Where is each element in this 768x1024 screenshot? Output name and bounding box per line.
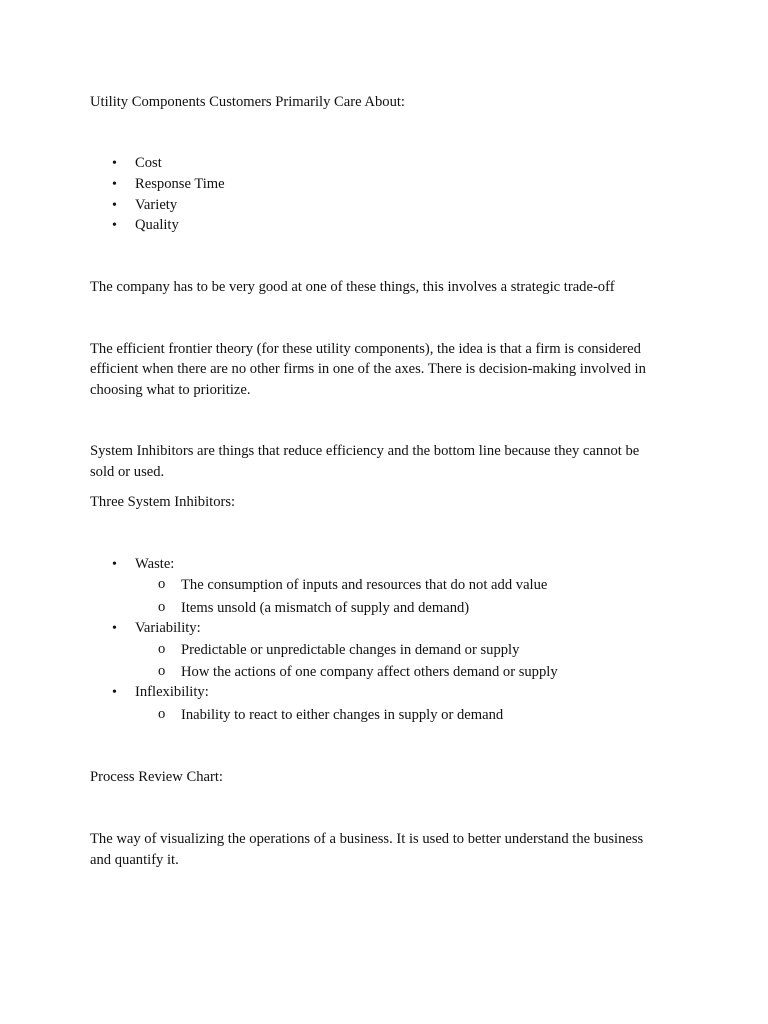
sub-bullet-icon: o <box>158 576 166 592</box>
process-review-line: and quantify it. <box>90 852 179 868</box>
inhibitor-label: Variability: <box>135 620 201 636</box>
efficient-frontier-line: The efficient frontier theory (for these utility components), the idea is that a firm is considered <box>90 341 641 357</box>
inhibitor-label: Waste: <box>135 556 175 572</box>
list-item-label: Quality <box>135 217 179 233</box>
bullet-icon: • <box>112 156 117 171</box>
sub-bullet-icon: o <box>158 663 166 679</box>
list-item-label: Variety <box>135 197 178 213</box>
inhibitors-definition-line: System Inhibitors are things that reduce efficiency and the bottom line because they cannot be <box>90 443 640 459</box>
sub-bullet-icon: o <box>158 641 166 657</box>
process-review-line: The way of visualizing the operations of a business. It is used to better understand the business <box>90 831 644 847</box>
efficient-frontier-line: efficient when there are no other firms in one of the axes. There is decision-making involved in <box>90 361 646 377</box>
sub-list-item-label: The consumption of inputs and resources that do not add value <box>181 577 548 593</box>
inhibitor-label: Inflexibility: <box>135 684 209 700</box>
sub-list-item-label: Items unsold (a mismatch of supply and demand) <box>181 600 470 616</box>
sub-list-item-label: Inability to react to either changes in supply or demand <box>181 707 504 723</box>
list-item-label: Response Time <box>135 176 225 192</box>
utility-heading: Utility Components Customers Primarily Care About: <box>90 94 405 110</box>
sub-bullet-icon: o <box>158 706 166 722</box>
sub-list-item-label: How the actions of one company affect others demand or supply <box>181 664 558 680</box>
efficient-frontier-line: choosing what to prioritize. <box>90 382 251 398</box>
bullet-icon: • <box>112 177 117 192</box>
bullet-icon: • <box>112 685 117 700</box>
three-inhibitors-heading: Three System Inhibitors: <box>90 494 236 510</box>
list-item-label: Cost <box>135 155 162 171</box>
sub-bullet-icon: o <box>158 599 166 615</box>
sub-list-item-label: Predictable or unpredictable changes in demand or supply <box>181 642 520 658</box>
trade-off-paragraph: The company has to be very good at one of these things, this involves a strategic trade-off <box>90 279 615 295</box>
bullet-icon: • <box>112 621 117 636</box>
bullet-icon: • <box>112 557 117 572</box>
bullet-icon: • <box>112 198 117 213</box>
process-review-heading: Process Review Chart: <box>90 769 223 785</box>
inhibitors-definition-line: sold or used. <box>90 464 165 480</box>
bullet-icon: • <box>112 218 117 233</box>
